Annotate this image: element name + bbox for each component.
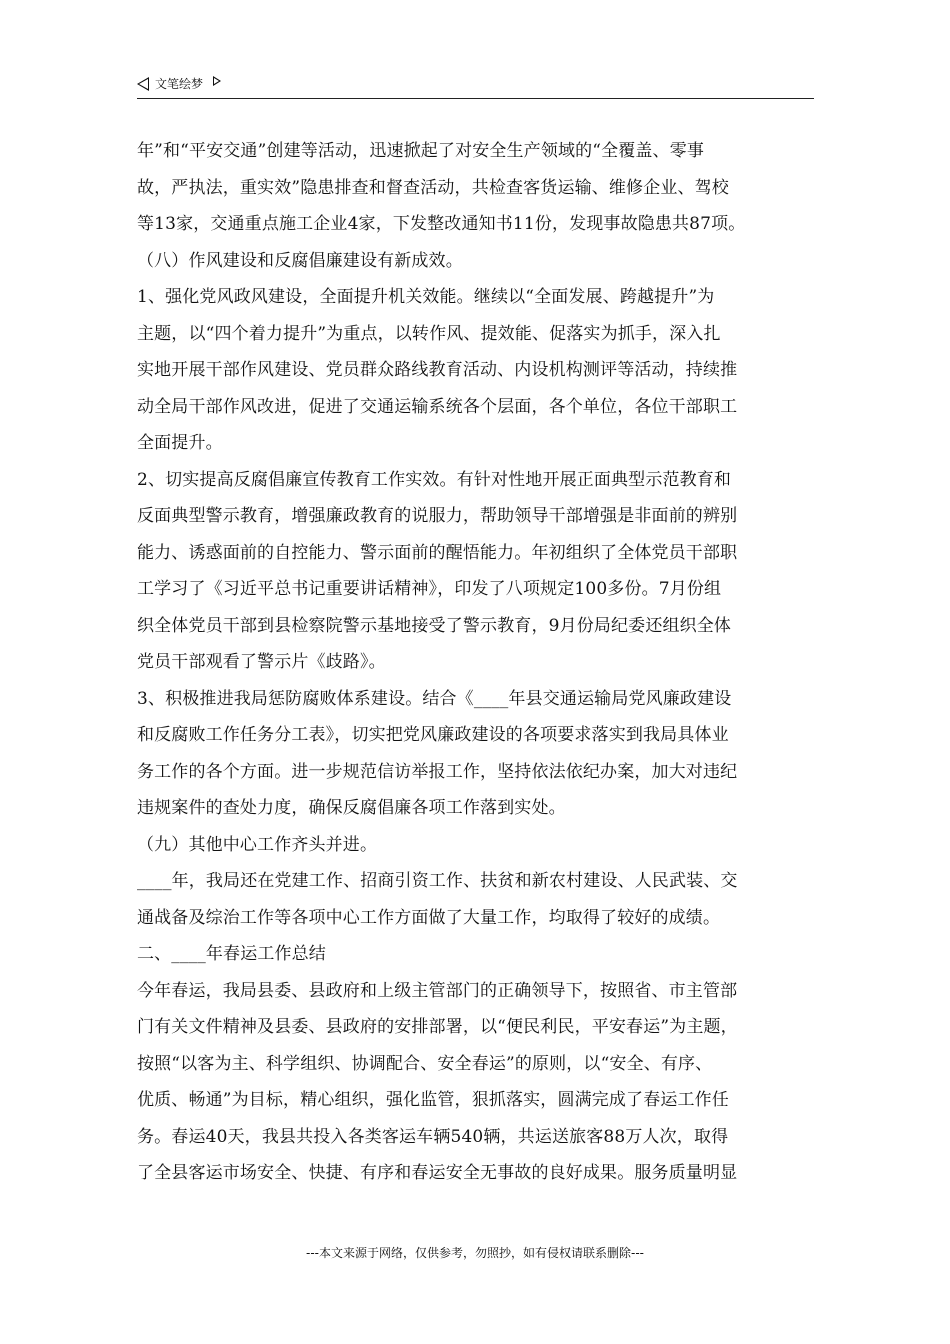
text-line: 年”和“平安交通”创建等活动，迅速掀起了对安全生产领域的“全覆盖、零事 xyxy=(137,141,705,161)
text-line: 务工作的各个方面。进一步规范信访举报工作，坚持依法依纪办案，加大对违纪 xyxy=(137,761,738,782)
text-line: 反面典型警示教育，增强廉政教育的说服力，帮助领导干部增强是非面前的辨别 xyxy=(137,506,738,526)
text-line: 主题，以“四个着力提升”为重点，以转作风、提效能、促落实为抓手，深入扎 xyxy=(137,323,721,344)
text-line: 门有关文件精神及县委、县政府的安排部署，以“便民利民，平安春运”为主题， xyxy=(137,1017,738,1037)
text-line: 了全县客运市场安全、快捷、有序和春运安全无事故的良好成果。服务质量明显 xyxy=(137,1163,738,1183)
text-line: 党员干部观看了警示片《歧路》。 xyxy=(137,652,386,672)
text-line: 今年春运，我局县委、县政府和上级主管部门的正确领导下，按照省、市主管部 xyxy=(137,980,738,1001)
section-heading: （八）作风建设和反腐倡廉建设有新成效。 xyxy=(137,250,463,271)
text-line: 务。春运40天，我县共投入各类客运车辆540辆，共运送旅客88万人次，取得 xyxy=(137,1126,729,1147)
text-line: 织全体党员干部到县检察院警示基地接受了警示教育，9月份局纪委还组织全体 xyxy=(137,615,732,636)
page-footer-disclaimer: ---本文来源于网络，仅供参考，勿照抄，如有侵权请联系删除--- xyxy=(306,1246,644,1260)
brand-label: 文笔绘梦 xyxy=(155,77,204,91)
section-heading: 二、____年春运工作总结 xyxy=(137,944,326,964)
text-line: 按照“以客为主、科学组织、协调配合、安全春运”的原则，以“安全、有序、 xyxy=(137,1053,713,1074)
text-line: ____年，我局还在党建工作、招商引资工作、扶贫和新农村建设、人民武装、交 xyxy=(137,871,738,891)
section-heading: （九）其他中心工作齐头并进。 xyxy=(137,834,378,855)
text-line: 3、积极推进我局惩防腐败体系建设。结合《____年县交通运输局党风廉政建设 xyxy=(137,688,732,709)
text-line: 实地开展干部作风建设、党员群众路线教育活动、内设机构测评等活动，持续推 xyxy=(137,360,738,380)
text-line: 等13家，交通重点施工企业4家，下发整改通知书11份，发现事故隐患共87项。 xyxy=(137,214,746,234)
text-line: 工学习了《习近平总书记重要讲话精神》，印发了八项规定100多份。7月份组 xyxy=(137,579,722,599)
text-line: 通战备及综治工作等各项中心工作方面做了大量工作，均取得了较好的成绩。 xyxy=(137,907,721,928)
document-body xyxy=(137,133,827,1192)
text-line: 违规案件的查处力度，确保反腐倡廉各项工作落到实处。 xyxy=(137,798,566,818)
text-line: 优质、畅通”为目标，精心组织，强化监管，狠抓落实，圆满完成了春运工作任 xyxy=(137,1090,729,1110)
text-line: 1、强化党风政风建设，全面提升机关效能。继续以“全面发展、跨越提升”为 xyxy=(137,287,715,307)
page-header xyxy=(137,74,814,99)
text-line: 动全局干部作风改进，促进了交通运输系统各个层面，各个单位，各位干部职工 xyxy=(137,396,738,417)
text-line: 2、切实提高反腐倡廉宣传教育工作实效。有针对性地开展正面典型示范教育和 xyxy=(137,469,732,490)
triangle-left-icon xyxy=(137,77,149,91)
header-brand xyxy=(137,75,221,92)
text-line: 全面提升。 xyxy=(137,433,223,453)
text-line: 能力、诱惑面前的自控能力、警示面前的醒悟能力。年初组织了全体党员干部职 xyxy=(137,542,738,563)
text-line: 和反腐败工作任务分工表》，切实把党风廉政建设的各项要求落实到我局具体业 xyxy=(137,725,729,745)
triangle-right-icon xyxy=(213,76,221,86)
text-line: 故，严执法，重实效”隐患排查和督查活动，共检查客货运输、维修企业、驾校 xyxy=(137,177,729,198)
